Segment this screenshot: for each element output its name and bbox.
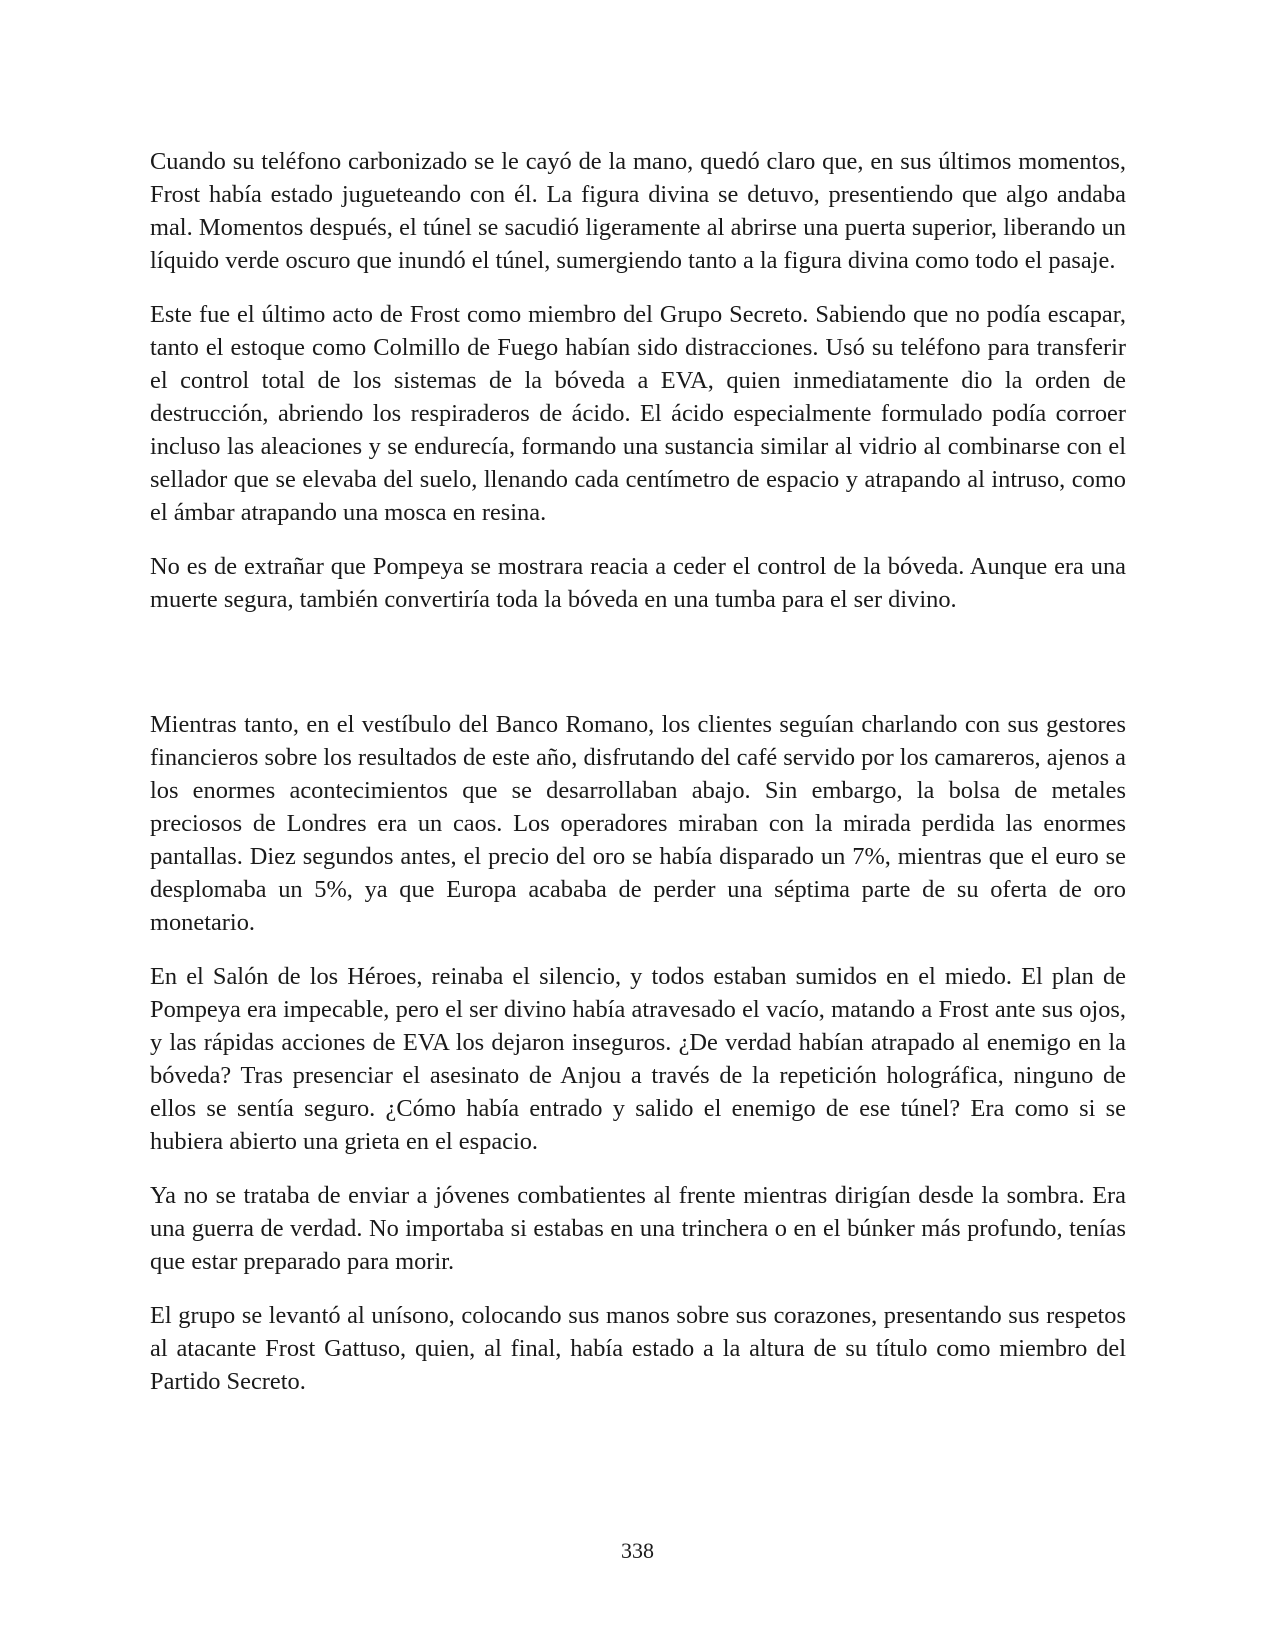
section-break <box>150 637 1126 708</box>
paragraph: No es de extrañar que Pompeya se mostrara reacia a ceder el control de la bóveda. Aunque era una muerte segura, también convertiría toda la bóveda en una tumba para el ser divino. <box>150 553 1126 613</box>
paragraph: Cuando su teléfono carbonizado se le cayó de la mano, quedó claro que, en sus últimos momentos, Frost había estado jugueteando con él. La figura divina se detuvo, presentiendo que algo andaba mal. Momentos después, el túnel se sacudió ligeramente al abrirse una puerta superior, liberando un líquido verde oscuro que inundó el túnel, sumergiendo tanto a la figura divina como todo el pasaje. <box>150 148 1126 274</box>
paragraph: Ya no se trataba de enviar a jóvenes combatientes al frente mientras dirigían desde la sombra. Era una guerra de verdad. No importaba si estabas en una trinchera o en el búnker más profundo, tenías que estar preparado para morir. <box>150 1182 1126 1275</box>
paragraph: El grupo se levantó al unísono, colocando sus manos sobre sus corazones, presentando sus respetos al atacante Frost Gattuso, quien, al final, había estado a la altura de su título como miembro del Partido Secreto. <box>150 1302 1126 1395</box>
paragraph: Este fue el último acto de Frost como miembro del Grupo Secreto. Sabiendo que no podía escapar, tanto el estoque como Colmillo de Fuego habían sido distracciones. Usó su teléfono para transferir el control total de los sistemas de la bóveda a EVA, quien inmediatamente dio la orden de destrucción, abriendo los respiraderos de ácido. El ácido especialmente formulado podía corroer incluso las aleaciones y se endurecía, formando una sustancia similar al vidrio al combinarse con el sellador que se elevaba del suelo, llenando cada centímetro de espacio y atrapando al intruso, como el ámbar atrapando una mosca en resina. <box>150 301 1126 526</box>
paragraph: Mientras tanto, en el vestíbulo del Banco Romano, los clientes seguían charlando con sus gestores financieros sobre los resultados de este año, disfrutando del café servido por los camareros, ajenos a los enormes acontecimientos que se desarrollaban abajo. Sin embargo, la bolsa de metales preciosos de Londres era un caos. Los operadores miraban con la mirada perdida las enormes pantallas. Diez segundos antes, el precio del oro se había disparado un 7%, mientras que el euro se desplomaba un 5%, ya que Europa acababa de perder una séptima parte de su oferta de oro monetario. <box>150 711 1126 936</box>
paragraph: En el Salón de los Héroes, reinaba el silencio, y todos estaban sumidos en el miedo. El plan de Pompeya era impecable, pero el ser divino había atravesado el vacío, matando a Frost ante sus ojos, y las rápidas acciones de EVA los dejaron inseguros. ¿De verdad habían atrapado al enemigo en la bóveda? Tras presenciar el asesinato de Anjou a través de la repetición holográfica, ninguno de ellos se sentía seguro. ¿Cómo había entrado y salido el enemigo de ese túnel? Era como si se hubiera abierto una grieta en el espacio. <box>150 963 1126 1155</box>
page-body <box>150 145 1126 1419</box>
page-number: 338 <box>621 1538 654 1563</box>
